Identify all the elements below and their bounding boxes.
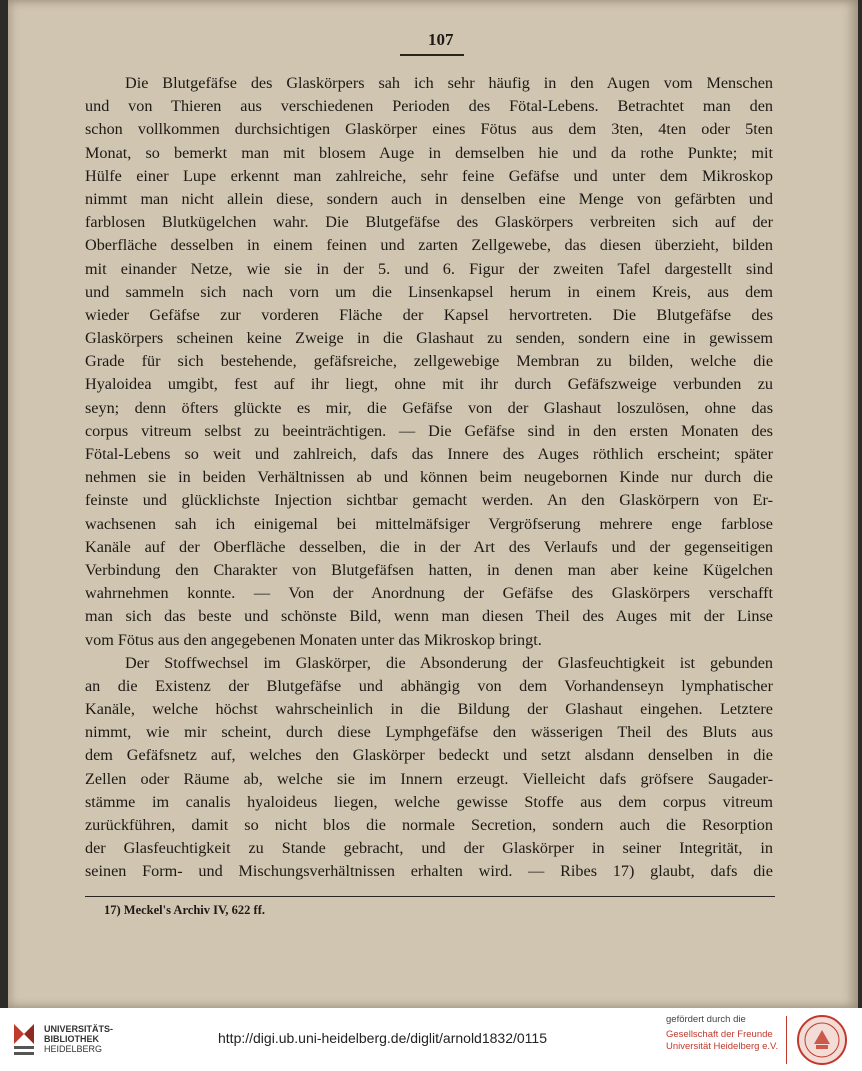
text-line: nimmt, wie mir scheint, durch diese Lymphgefäfse den wässerigen Theil des Bluts aus (85, 723, 773, 742)
text-line: man sich das beste und schönste Bild, wenn man diesen Theil des Auges mit der Linse (85, 607, 773, 626)
text-line: wieder Gefäfse zur vorderen Fläche der Kapsel hervortreten. Die Blutgefäfse des (85, 305, 773, 324)
text-line: Oberfläche desselben in einem feinen und zarten Zellgewebe, das diesen überzieht, bilden (85, 236, 773, 255)
text-line: stämme im canalis hyaloideus liegen, welche gewisse Stoffe aus dem corpus vitreum (85, 792, 773, 811)
text-line: Kanäle auf der Oberfläche desselben, die in der Art des Verlaufs und der gegenseitigen (85, 537, 773, 556)
university-seal-icon (796, 1014, 848, 1066)
text-line: Kanäle, welche höchst wahrscheinlich in die Bildung der Glashaut eingehen. Letztere (85, 700, 773, 719)
text-line: Fötal-Lebens so weit und zahlreich, dafs das Innere des Auges röthlich erscheint; später (85, 445, 773, 463)
text-line: an die Existenz der Blutgefäfse und abhängig von dem Vorhandenseyn lymphatischer (85, 676, 773, 695)
text-line: feinste und glücklichste Injection sichtbar gemacht werden. An den Glaskörpern von Er- (85, 491, 773, 510)
footer-divider (786, 1016, 787, 1064)
sponsor-credit (666, 1014, 778, 1053)
text-line: und sammeln sich nach vorn um die Linsenkapsel herum in einem Kreis, aus dem (85, 282, 773, 301)
text-line: seinen Form- und Mischungsverhältnissen erhalten wird. — Ribes 17) glaubt, dafs die (85, 862, 773, 881)
text-line: wachsenen sah ich einigemal bei mittelmäfsiger Vergröfserung mehrere enge farblose (85, 514, 773, 533)
footnote-rule (85, 896, 775, 897)
text-line: Die Blutgefäfse des Glaskörpers sah ich sehr häufig in den Augen vom Menschen (125, 74, 773, 92)
text-line: und von Thieren aus verschiedenen Perioden des Fötal-Lebens. Betrachtet man den (85, 97, 773, 116)
text-line: Verbindung den Charakter von Blutgefäfsen hatten, in denen man aber keine Kügelchen (85, 560, 773, 579)
text-line: farblosen Blutkügelchen wahr. Die Blutgefäfse des Glaskörpers verbreiten sich auf der (85, 213, 773, 232)
text-line: vom Fötus aus den angegebenen Monaten unter das Mikroskop bringt. (85, 630, 542, 649)
library-name-line: HEIDELBERG (44, 1044, 103, 1054)
text-line: wahrnehmen konnte. — Von der Anordnung der Gefäfse des Glaskörpers verschafft (85, 584, 773, 603)
header-rule (400, 54, 464, 56)
permalink-url[interactable]: http://digi.ub.uni-heidelberg.de/diglit/arnold1832/0115 (218, 1030, 547, 1046)
body-text (85, 72, 773, 884)
viewer-footer (0, 1008, 862, 1071)
text-line: nimmt man nicht allein diese, sondern auch in denselben eine Menge von gefärbten und (85, 189, 773, 208)
library-name-line: UNIVERSITÄTS- (44, 1024, 114, 1034)
text-line: dem Gefäfsnetz auf, welches den Glaskörper bedeckt und setzt alsdann denselben in die (85, 746, 773, 765)
library-name (44, 1024, 113, 1054)
text-line: nehmen sie in beiden Verhältnissen ab und können beim neugebornen Kinde nur durch die (85, 468, 773, 487)
page-number: 107 (428, 30, 454, 49)
book-page (8, 0, 858, 1008)
text-line: Der Stoffwechsel im Glaskörper, die Absonderung der Glasfeuchtigkeit ist gebunden (125, 653, 773, 672)
text-line: zurückführen, damit so nicht blos die normale Secretion, sondern auch die Resorption (85, 816, 773, 834)
text-line: seyn; denn öfters glückte es mir, die Gefäfse von der Glashaut loszulösen, ohne das (85, 398, 773, 417)
text-line: schon vollkommen durchsichtigen Glaskörper eines Fötus aus dem 3ten, 4ten oder 5ten (85, 120, 773, 139)
text-line: Hülfe einer Lupe erkennt man zahlreiche, sehr feine Gefäfse und unter dem Mikroskop (85, 166, 773, 185)
text-line: mit einander Netze, wie sie in der 5. und 6. Figur der zweiten Tafel dargestellt sind (85, 259, 773, 278)
university-library-logo-icon (10, 1020, 38, 1060)
text-line: Hyaloidea umgibt, fest auf ihr liegt, ohne mit ihr durch Gefäfszweige verbunden zu (85, 375, 773, 394)
text-line: der Glasfeuchtigkeit zu Stande gebracht, und der Glaskörper in seiner Integrität, in (85, 839, 773, 858)
library-name-line: BIBLIOTHEK (44, 1034, 99, 1044)
text-line: Grade für sich bestehende, gefäfsreiche, zellgewebige Membran zu bilden, welche die (85, 352, 773, 371)
text-line: Zellen oder Räume ab, welche sie im Innern erzeugt. Vielleicht dafs gröfsere Saugader- (85, 769, 773, 788)
text-line: Monat, so bemerkt man mit blosem Auge in demselben hie und da rothe Punkte; mit (85, 143, 773, 162)
sponsor-name-line: Universität Heidelberg e.V. (666, 1041, 779, 1052)
text-line: Glaskörpers scheinen keine Zweige in die Glashaut zu senden, sondern eine in gewissem (85, 329, 773, 348)
footnote: 17) Meckel's Archiv IV, 622 ff. (104, 903, 265, 917)
sponsor-name-line: Gesellschaft der Freunde (666, 1029, 773, 1040)
text-line: corpus vitreum selbst zu beeinträchtigen. — Die Gefäfse sind in den ersten Monaten des (85, 421, 773, 440)
sponsor-prefix: gefördert durch die (666, 1014, 746, 1025)
